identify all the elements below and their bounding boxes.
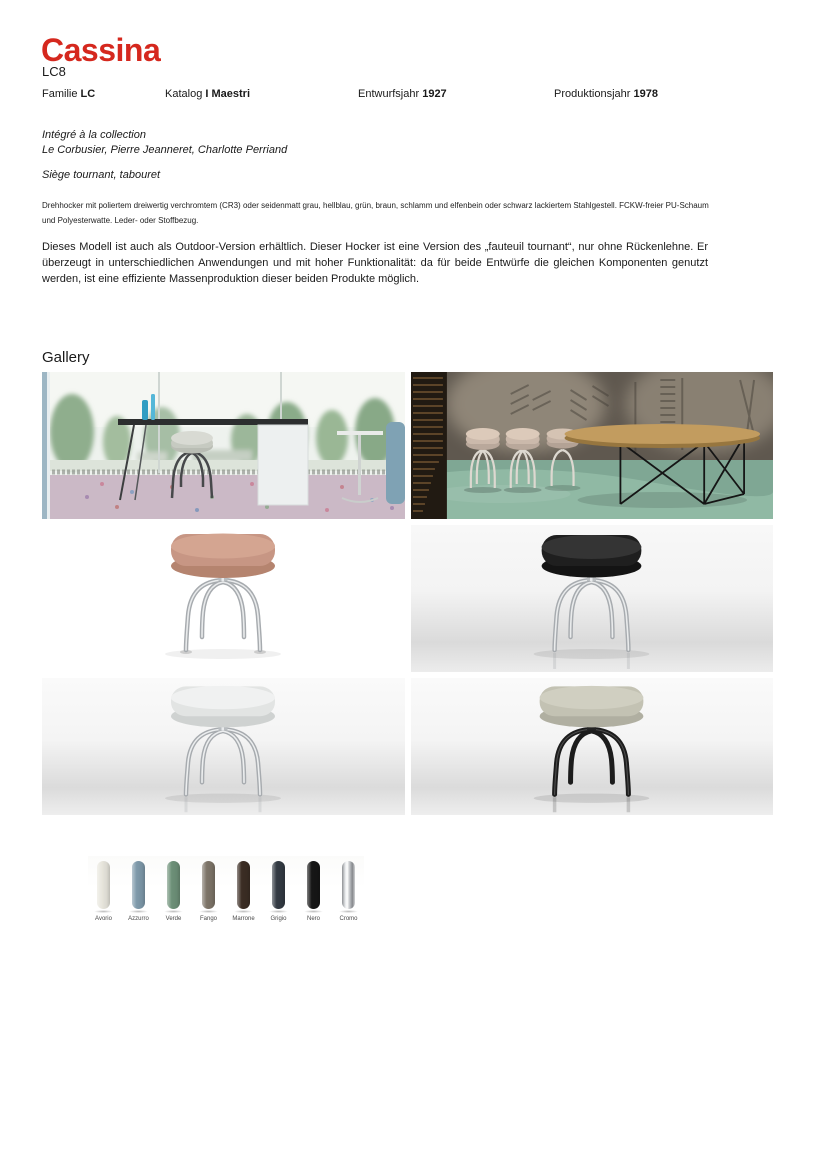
swatch-grigio-bar [272, 861, 285, 909]
swatch-cromo-bar [342, 861, 355, 909]
swatch-fango-bar [202, 861, 215, 909]
brand-logo: Cassina [41, 32, 161, 68]
swatch-azzurro-shadow [129, 910, 148, 913]
swatch-nero [298, 856, 329, 936]
collection-line1: Intégré à la collection [42, 129, 146, 141]
collection-line2: Le Corbusier, Pierre Jeanneret, Charlotte Perriand [42, 143, 288, 156]
meta-produktionsjahr-label: Produktionsjahr [554, 88, 631, 100]
swatch-marrone-bar [237, 861, 250, 909]
meta-produktionsjahr-value: 1978 [633, 88, 658, 100]
description-text: Dieses Modell ist auch als Outdoor-Version erhältlich. Dieser Hocker ist eine Version des „fauteuil tournant“, nur ohne Rückenlehne. Er überzeugt in unterschiedlichen Anwendungen und mit hoher Funktionalität: da für beide Entwürfe die gleichen Komponenten genutzt werden, ist eine effiziente Massenproduktion dieser beiden Produkte möglich. [42, 241, 708, 285]
swatch-avorio-shadow [94, 910, 113, 913]
swatch-azzurro-label: Azzurro [128, 916, 149, 922]
gallery-title: Gallery [42, 349, 90, 366]
swatch-cromo-shadow [339, 910, 358, 913]
swatch-cromo [333, 856, 364, 936]
meta-entwurfsjahr-label: Entwurfsjahr [358, 88, 420, 100]
swatch-verde-bar [167, 861, 180, 909]
gallery-image-interior-desk-window [42, 372, 405, 519]
swatch-marrone [228, 856, 259, 936]
swatch-fango [193, 856, 224, 936]
meta-familie-value: LC [80, 88, 96, 100]
swatch-azzurro-bar [132, 861, 145, 909]
meta-katalog-label: Katalog [165, 88, 203, 100]
product-title: LC8 [42, 64, 66, 79]
materials-text: Drehhocker mit poliertem dreiwertig verchromtem (CR3) oder seidenmatt grau, hellblau, grün, braun, schlamm und elfenbein oder schwarz lackiertem Stahlgestell. FCKW-freier PU-Schaum und Polyesterwatte. Leder- oder Stoffbezug. [42, 201, 709, 225]
swatch-nero-shadow [304, 910, 323, 913]
meta-familie-label: Familie [42, 88, 78, 100]
gallery-image-stool-rose [42, 525, 405, 672]
product-subtitle: Siège tournant, tabouret [42, 169, 161, 181]
meta-familie [42, 88, 95, 100]
color-swatch-strip [88, 856, 364, 936]
swatch-azzurro [123, 856, 154, 936]
gallery-image-interior-green-floor [411, 372, 773, 519]
swatch-avorio-label: Avorio [95, 916, 112, 922]
meta-entwurfsjahr-value: 1927 [422, 88, 447, 100]
swatch-fango-shadow [199, 910, 218, 913]
swatch-nero-bar [307, 861, 320, 909]
swatch-marrone-shadow [234, 910, 253, 913]
swatch-verde-label: Verde [165, 916, 182, 922]
meta-produktionsjahr [554, 88, 658, 100]
swatch-avorio-bar [97, 861, 110, 909]
swatch-grigio-shadow [269, 910, 288, 913]
swatch-avorio [88, 856, 119, 936]
gallery-image-stool-black [411, 525, 773, 672]
meta-entwurfsjahr [358, 88, 447, 100]
gallery-image-stool-sand [411, 678, 773, 815]
swatch-grigio [263, 856, 294, 936]
swatch-cromo-label: Cromo [339, 916, 358, 922]
meta-katalog [165, 88, 250, 100]
meta-katalog-value: I Maestri [205, 88, 251, 100]
swatch-grigio-label: Grigio [270, 916, 287, 922]
swatch-verde [158, 856, 189, 936]
swatch-nero-label: Nero [306, 916, 320, 922]
gallery-image-stool-white [42, 678, 405, 815]
collection-block [42, 128, 287, 157]
swatch-marrone-label: Marrone [232, 916, 255, 922]
swatch-fango-label: Fango [199, 916, 217, 922]
swatch-verde-shadow [164, 910, 183, 913]
